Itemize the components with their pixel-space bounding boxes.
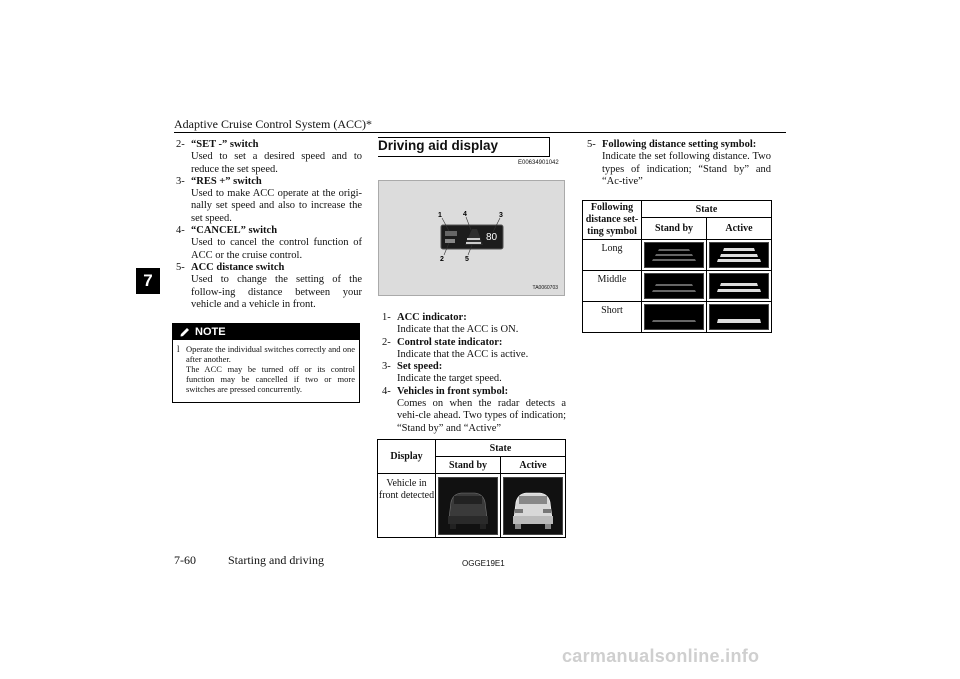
distance-short-standby-icon <box>644 304 704 330</box>
section-rule-bottom <box>378 156 550 157</box>
list-item: 5- ACC distance switch Used to change the setting of the follow-ing distance between your vehicle and a vehicle in front. <box>176 261 362 310</box>
col-display: Display <box>378 440 436 474</box>
note-box <box>172 323 360 403</box>
chapter-tab: 7 <box>136 268 160 294</box>
bullet: l <box>177 344 180 354</box>
col-state: State <box>436 440 566 457</box>
list-item: 5- Following distance setting symbol: Indicate the set following distance. Two types of indication; “Stand by” and “Ac-tive” <box>587 139 771 187</box>
pencil-icon <box>179 326 191 338</box>
middle-column <box>382 312 566 435</box>
page-number: 7-60 <box>174 553 196 567</box>
col-state: State <box>642 201 772 218</box>
vehicle-state-table <box>377 439 566 538</box>
display-illustration <box>379 181 564 295</box>
list-item: 3- Set speed: Indicate the target speed. <box>382 361 502 385</box>
left-column <box>176 139 362 311</box>
col-active: Active <box>501 457 566 474</box>
car-rear-standby-icon <box>438 477 498 535</box>
callout-1: 1 <box>438 212 442 219</box>
car-rear-active-icon <box>503 477 563 535</box>
note-header: NOTE <box>173 324 359 340</box>
figure-code: TA0060703 <box>532 285 558 291</box>
row-long-label: Long <box>583 240 642 271</box>
col-standby: Stand by <box>436 457 501 474</box>
distance-short-active-icon <box>709 304 769 330</box>
standby-cell <box>436 474 501 538</box>
callout-2: 2 <box>440 256 444 263</box>
long-active-cell <box>707 240 772 271</box>
footer-section: Starting and driving <box>228 553 324 567</box>
footer-code: OGGE19E1 <box>462 559 505 568</box>
row-short-label: Short <box>583 302 642 333</box>
list-item: 2- “SET -” switch Used to set a desired speed and to reduce the set speed. <box>176 139 362 175</box>
callout-5: 5 <box>465 256 469 263</box>
middle-standby-cell <box>642 271 707 302</box>
distance-long-active-icon <box>709 242 769 268</box>
section-rule-end <box>549 137 550 157</box>
list-item: 3- “RES +” switch Used to make ACC operate at the origi-nally set speed and also to increase the set speed. <box>176 175 362 224</box>
list-item: 4- Vehicles in front symbol: Comes on when the radar detects a vehi-cle ahead. Two types of indication; “Stand by” and “Active” <box>382 385 566 434</box>
row-label: Vehicle in front detected <box>378 474 436 538</box>
list-item: 4- “CANCEL” switch Used to cancel the control function of ACC or the cruise control. <box>176 225 362 261</box>
col-standby: Stand by <box>642 218 707 240</box>
short-standby-cell <box>642 302 707 333</box>
distance-middle-standby-icon <box>644 273 704 299</box>
distance-long-standby-icon <box>644 242 704 268</box>
short-active-cell <box>707 302 772 333</box>
figure-speed: 80 <box>486 232 498 243</box>
list-item: 2- Control state indicator: Indicate that the ACC is active. <box>382 336 529 360</box>
watermark: carmanualsonline.info <box>562 646 760 666</box>
running-header: Adaptive Cruise Control System (ACC)* <box>174 117 372 131</box>
middle-active-cell <box>707 271 772 302</box>
section-title: Driving aid display <box>378 138 499 153</box>
row-middle-label: Middle <box>583 271 642 302</box>
note-content: l Operate the individual switches correctly and one after another. The ACC may be turned off or its control function may be cancelled if two or more switches are pressed concurrently. <box>177 344 355 394</box>
right-column <box>587 139 771 188</box>
active-cell <box>501 474 566 538</box>
header-rule <box>174 132 786 133</box>
col-active: Active <box>707 218 772 240</box>
col-symbol: Following distance set-ting symbol <box>583 201 642 240</box>
long-standby-cell <box>642 240 707 271</box>
list-item: 1- ACC indicator: Indicate that the ACC is ON. <box>382 312 519 336</box>
distance-middle-active-icon <box>709 273 769 299</box>
distance-state-table <box>582 200 772 333</box>
callout-4: 4 <box>463 211 467 218</box>
section-code: E00634901042 <box>518 160 559 166</box>
callout-3: 3 <box>499 212 503 219</box>
display-figure <box>378 180 565 296</box>
